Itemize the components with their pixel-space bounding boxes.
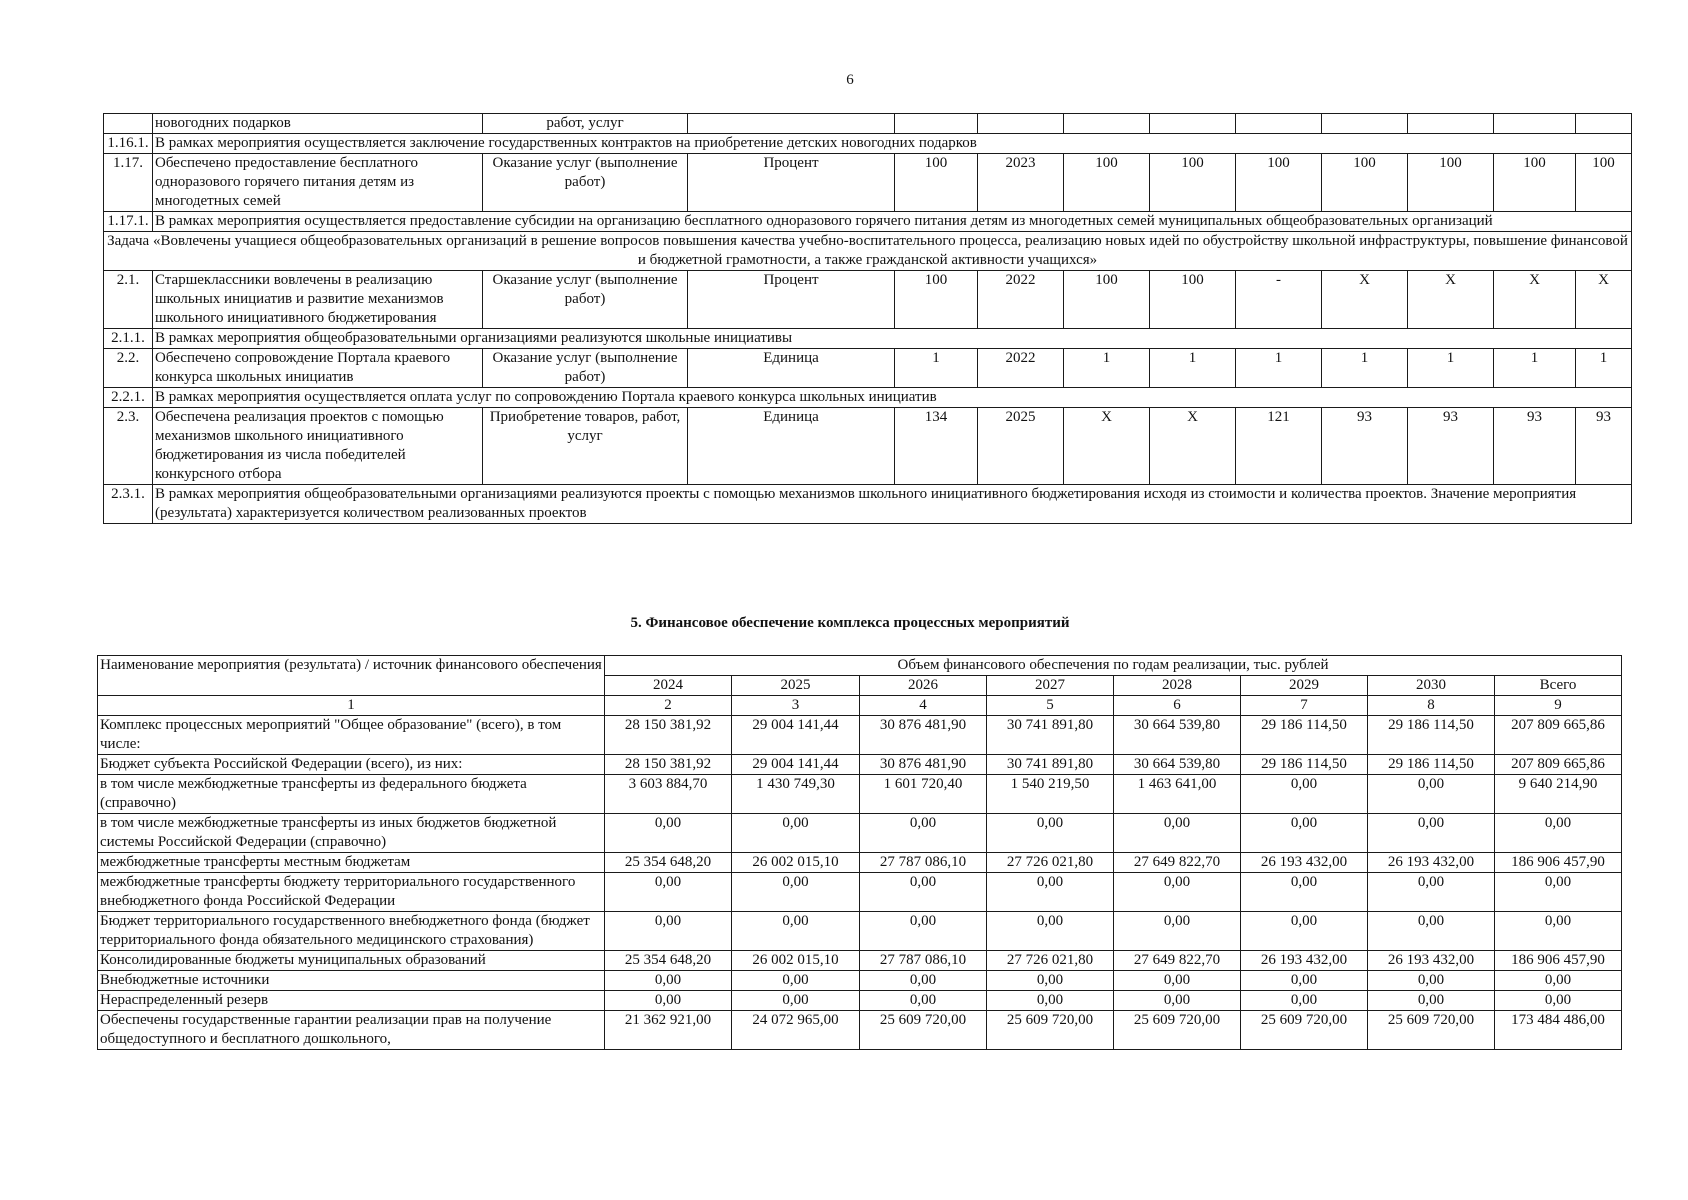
finance-value: 26 002 015,10 xyxy=(732,853,860,873)
item-base-value: 100 xyxy=(895,271,978,329)
item-unit: Единица xyxy=(688,349,895,388)
finance-value: 0,00 xyxy=(987,991,1114,1011)
finance-row-name: Нераспределенный резерв xyxy=(98,991,605,1011)
item-unit xyxy=(688,114,895,134)
note-number: 1.17.1. xyxy=(104,212,153,232)
item-year-value: X xyxy=(1150,408,1236,485)
finance-value: 0,00 xyxy=(1368,912,1495,951)
item-name: Старшеклассники вовлечены в реализацию школьных инициатив и развитие механизмов школьного инициативного бюджетирования xyxy=(153,271,483,329)
finance-row-name: Обеспечены государственные гарантии реализации прав на получение общедоступного и бесплатного дошкольного, xyxy=(98,1011,605,1050)
item-base-value: 100 xyxy=(895,154,978,212)
item-number: 2.1. xyxy=(104,271,153,329)
finance-value: 0,00 xyxy=(987,971,1114,991)
item-year-value: 1 xyxy=(1322,349,1408,388)
year-header: 2025 xyxy=(732,676,860,696)
finance-value: 0,00 xyxy=(1114,991,1241,1011)
finance-value: 0,00 xyxy=(732,991,860,1011)
finance-value: 0,00 xyxy=(987,912,1114,951)
item-year-value: 100 xyxy=(1408,154,1494,212)
results-note-row xyxy=(104,388,1632,408)
item-year-value: 1 xyxy=(1150,349,1236,388)
finance-value: 30 741 891,80 xyxy=(987,716,1114,755)
column-number: 1 xyxy=(98,696,605,716)
results-item-row xyxy=(104,114,1632,134)
finance-row xyxy=(98,971,1622,991)
finance-value: 0,00 xyxy=(1495,814,1622,853)
finance-value: 0,00 xyxy=(1495,991,1622,1011)
finance-value: 25 609 720,00 xyxy=(860,1011,987,1050)
item-year-value: 93 xyxy=(1408,408,1494,485)
item-year-value: X xyxy=(1408,271,1494,329)
finance-value: 29 186 114,50 xyxy=(1241,716,1368,755)
finance-colnum-row xyxy=(98,696,1622,716)
column-number: 4 xyxy=(860,696,987,716)
note-text: В рамках мероприятия общеобразовательными организациями реализуются проекты с помощью механизмов школьного инициативного бюджетирования исходя из стоимости и количества проектов. Значение мероприятия (результата) характеризуется количеством реализованных проектов xyxy=(153,485,1632,524)
item-number xyxy=(104,114,153,134)
note-number: 1.16.1. xyxy=(104,134,153,154)
year-header: Всего xyxy=(1495,676,1622,696)
task-text: Задача «Вовлечены учащиеся общеобразовательных организаций в решение вопросов повышения качества учебно-воспитательного процесса, реализацию новых идей по обустройству школьной инфраструктуры, повышение финансовой и бюджетной грамотности, а также гражданской активности учащихся» xyxy=(104,232,1632,271)
finance-value: 0,00 xyxy=(860,991,987,1011)
item-year-value xyxy=(1064,114,1150,134)
results-note-row xyxy=(104,485,1632,524)
finance-value: 24 072 965,00 xyxy=(732,1011,860,1050)
item-base-value xyxy=(895,114,978,134)
finance-row-name: межбюджетные трансферты местным бюджетам xyxy=(98,853,605,873)
item-year-value: X xyxy=(1576,271,1632,329)
finance-value: 0,00 xyxy=(1114,971,1241,991)
item-year-value: 93 xyxy=(1322,408,1408,485)
item-base-year xyxy=(978,114,1064,134)
results-table xyxy=(103,113,1632,524)
finance-value: 0,00 xyxy=(605,873,732,912)
column-number: 8 xyxy=(1368,696,1495,716)
finance-value: 30 664 539,80 xyxy=(1114,716,1241,755)
item-year-value: 121 xyxy=(1236,408,1322,485)
item-year-value: X xyxy=(1064,408,1150,485)
item-year-value: 93 xyxy=(1494,408,1576,485)
column-number: 7 xyxy=(1241,696,1368,716)
item-year-value: 93 xyxy=(1576,408,1632,485)
finance-value: 9 640 214,90 xyxy=(1495,775,1622,814)
finance-value: 29 004 141,44 xyxy=(732,716,860,755)
finance-row xyxy=(98,775,1622,814)
finance-value: 27 726 021,80 xyxy=(987,951,1114,971)
finance-row-name: межбюджетные трансферты бюджету территориального государственного внебюджетного фонда Российской Федерации xyxy=(98,873,605,912)
finance-value: 26 193 432,00 xyxy=(1368,853,1495,873)
finance-value: 30 876 481,90 xyxy=(860,716,987,755)
column-number: 5 xyxy=(987,696,1114,716)
finance-value: 26 193 432,00 xyxy=(1368,951,1495,971)
year-header: 2030 xyxy=(1368,676,1495,696)
item-year-value: 100 xyxy=(1064,271,1150,329)
finance-value: 0,00 xyxy=(1495,873,1622,912)
item-unit: Единица xyxy=(688,408,895,485)
finance-value: 26 002 015,10 xyxy=(732,951,860,971)
note-number: 2.2.1. xyxy=(104,388,153,408)
finance-value: 27 787 086,10 xyxy=(860,951,987,971)
item-year-value xyxy=(1236,114,1322,134)
finance-value: 0,00 xyxy=(732,873,860,912)
finance-row-name: Консолидированные бюджеты муниципальных образований xyxy=(98,951,605,971)
finance-value: 25 609 720,00 xyxy=(987,1011,1114,1050)
year-header: 2024 xyxy=(605,676,732,696)
note-number: 2.3.1. xyxy=(104,485,153,524)
item-unit: Процент xyxy=(688,271,895,329)
finance-value: 27 649 822,70 xyxy=(1114,951,1241,971)
results-item-row xyxy=(104,271,1632,329)
results-note-row xyxy=(104,134,1632,154)
results-item-row xyxy=(104,154,1632,212)
item-year-value: 1 xyxy=(1064,349,1150,388)
finance-value: 0,00 xyxy=(1241,991,1368,1011)
finance-value: 29 186 114,50 xyxy=(1368,755,1495,775)
finance-value: 0,00 xyxy=(1368,971,1495,991)
year-header: 2026 xyxy=(860,676,987,696)
results-note-row xyxy=(104,212,1632,232)
item-year-value: 100 xyxy=(1150,271,1236,329)
finance-value: 1 430 749,30 xyxy=(732,775,860,814)
finance-value: 1 601 720,40 xyxy=(860,775,987,814)
finance-row xyxy=(98,853,1622,873)
item-year-value: X xyxy=(1322,271,1408,329)
finance-value: 0,00 xyxy=(1114,873,1241,912)
finance-row xyxy=(98,814,1622,853)
finance-value: 0,00 xyxy=(1241,814,1368,853)
results-item-row xyxy=(104,349,1632,388)
finance-value: 0,00 xyxy=(1495,971,1622,991)
finance-value: 27 726 021,80 xyxy=(987,853,1114,873)
item-year-value xyxy=(1408,114,1494,134)
finance-value: 0,00 xyxy=(860,912,987,951)
section-title: 5. Финансовое обеспечение комплекса процессных мероприятий xyxy=(630,615,1070,631)
finance-value: 0,00 xyxy=(860,873,987,912)
finance-value: 186 906 457,90 xyxy=(1495,951,1622,971)
finance-row-name: Комплекс процессных мероприятий "Общее образование" (всего), в том числе: xyxy=(98,716,605,755)
finance-value: 25 354 648,20 xyxy=(605,951,732,971)
finance-value: 0,00 xyxy=(605,814,732,853)
column-number: 3 xyxy=(732,696,860,716)
item-kind: Приобретение товаров, работ, услуг xyxy=(483,408,688,485)
finance-value: 25 609 720,00 xyxy=(1241,1011,1368,1050)
year-header: 2028 xyxy=(1114,676,1241,696)
finance-value: 30 876 481,90 xyxy=(860,755,987,775)
note-text: В рамках мероприятия осуществляется предоставление субсидии на организацию бесплатного одноразового горячего питания детям из многодетных семей муниципальных общеобразовательных организаций xyxy=(153,212,1632,232)
finance-value: 29 004 141,44 xyxy=(732,755,860,775)
item-name: Обеспечено сопровождение Портала краевого конкурса школьных инициатив xyxy=(153,349,483,388)
item-number: 2.2. xyxy=(104,349,153,388)
finance-row-name: Бюджет территориального государственного внебюджетного фонда (бюджет территориального фонда обязательного медицинского страхования) xyxy=(98,912,605,951)
note-text: В рамках мероприятия осуществляется заключение государственных контрактов на приобретение детских новогодних подарков xyxy=(153,134,1632,154)
item-base-value: 1 xyxy=(895,349,978,388)
item-base-year: 2023 xyxy=(978,154,1064,212)
finance-value: 25 609 720,00 xyxy=(1114,1011,1241,1050)
finance-value: 21 362 921,00 xyxy=(605,1011,732,1050)
column-number: 9 xyxy=(1495,696,1622,716)
finance-header-row xyxy=(98,656,1622,676)
year-header: 2027 xyxy=(987,676,1114,696)
finance-value: 1 463 641,00 xyxy=(1114,775,1241,814)
item-year-value: 100 xyxy=(1064,154,1150,212)
item-kind: Оказание услуг (выполнение работ) xyxy=(483,349,688,388)
finance-row-name: Бюджет субъекта Российской Федерации (всего), из них: xyxy=(98,755,605,775)
item-year-value: 1 xyxy=(1494,349,1576,388)
year-header: 2029 xyxy=(1241,676,1368,696)
item-year-value xyxy=(1322,114,1408,134)
item-number: 1.17. xyxy=(104,154,153,212)
item-year-value xyxy=(1150,114,1236,134)
finance-value: 173 484 486,00 xyxy=(1495,1011,1622,1050)
column-number: 2 xyxy=(605,696,732,716)
results-note-row xyxy=(104,329,1632,349)
item-number: 2.3. xyxy=(104,408,153,485)
finance-value: 207 809 665,86 xyxy=(1495,755,1622,775)
finance-value: 27 787 086,10 xyxy=(860,853,987,873)
finance-row xyxy=(98,991,1622,1011)
item-base-year: 2022 xyxy=(978,349,1064,388)
item-base-year: 2025 xyxy=(978,408,1064,485)
results-task-row xyxy=(104,232,1632,271)
finance-value: 0,00 xyxy=(1368,814,1495,853)
item-year-value: 100 xyxy=(1576,154,1632,212)
finance-value: 0,00 xyxy=(860,971,987,991)
finance-row xyxy=(98,873,1622,912)
note-text: В рамках мероприятия общеобразовательными организациями реализуются школьные инициативы xyxy=(153,329,1632,349)
column-number: 6 xyxy=(1114,696,1241,716)
finance-value: 30 741 891,80 xyxy=(987,755,1114,775)
finance-value: 0,00 xyxy=(1114,912,1241,951)
finance-row xyxy=(98,1011,1622,1050)
finance-value: 26 193 432,00 xyxy=(1241,951,1368,971)
finance-value: 25 354 648,20 xyxy=(605,853,732,873)
finance-value: 0,00 xyxy=(605,971,732,991)
finance-value: 186 906 457,90 xyxy=(1495,853,1622,873)
finance-value: 207 809 665,86 xyxy=(1495,716,1622,755)
item-name: Обеспечена реализация проектов с помощью механизмов школьного инициативного бюджетирования из числа победителей конкурсного отбора xyxy=(153,408,483,485)
finance-row-name: Внебюджетные источники xyxy=(98,971,605,991)
finance-value: 28 150 381,92 xyxy=(605,755,732,775)
finance-row-name: в том числе межбюджетные трансферты из федерального бюджета (справочно) xyxy=(98,775,605,814)
page-number: 6 xyxy=(846,72,854,88)
item-unit: Процент xyxy=(688,154,895,212)
finance-value: 0,00 xyxy=(860,814,987,853)
finance-header-name: Наименование мероприятия (результата) / источник финансового обеспечения xyxy=(98,656,605,696)
finance-value: 0,00 xyxy=(732,814,860,853)
item-name: новогодних подарков xyxy=(153,114,483,134)
note-text: В рамках мероприятия осуществляется оплата услуг по сопровождению Портала краевого конкурса школьных инициатив xyxy=(153,388,1632,408)
finance-value: 0,00 xyxy=(1368,873,1495,912)
finance-header-group: Объем финансового обеспечения по годам реализации, тыс. рублей xyxy=(605,656,1622,676)
item-name: Обеспечено предоставление бесплатного одноразового горячего питания детям из многодетных семей xyxy=(153,154,483,212)
item-year-value xyxy=(1494,114,1576,134)
finance-value: 0,00 xyxy=(1241,873,1368,912)
item-year-value: - xyxy=(1236,271,1322,329)
finance-value: 0,00 xyxy=(1368,991,1495,1011)
finance-value: 0,00 xyxy=(605,912,732,951)
item-year-value: 1 xyxy=(1236,349,1322,388)
results-item-row xyxy=(104,408,1632,485)
finance-value: 29 186 114,50 xyxy=(1241,755,1368,775)
finance-value: 0,00 xyxy=(732,912,860,951)
finance-value: 0,00 xyxy=(1368,775,1495,814)
finance-value: 1 540 219,50 xyxy=(987,775,1114,814)
item-year-value: 1 xyxy=(1576,349,1632,388)
finance-row-name: в том числе межбюджетные трансферты из иных бюджетов бюджетной системы Российской Федерации (справочно) xyxy=(98,814,605,853)
finance-table xyxy=(97,655,1622,1050)
finance-row xyxy=(98,912,1622,951)
item-kind: Оказание услуг (выполнение работ) xyxy=(483,271,688,329)
finance-value: 0,00 xyxy=(1241,912,1368,951)
finance-row xyxy=(98,951,1622,971)
finance-value: 0,00 xyxy=(1114,814,1241,853)
finance-value: 3 603 884,70 xyxy=(605,775,732,814)
finance-value: 27 649 822,70 xyxy=(1114,853,1241,873)
finance-value: 0,00 xyxy=(1495,912,1622,951)
item-year-value: 1 xyxy=(1408,349,1494,388)
note-number: 2.1.1. xyxy=(104,329,153,349)
item-base-value: 134 xyxy=(895,408,978,485)
finance-value: 30 664 539,80 xyxy=(1114,755,1241,775)
finance-row xyxy=(98,716,1622,755)
item-year-value xyxy=(1576,114,1632,134)
item-kind: работ, услуг xyxy=(483,114,688,134)
finance-row xyxy=(98,755,1622,775)
item-year-value: 100 xyxy=(1322,154,1408,212)
finance-value: 29 186 114,50 xyxy=(1368,716,1495,755)
item-year-value: 100 xyxy=(1236,154,1322,212)
item-kind: Оказание услуг (выполнение работ) xyxy=(483,154,688,212)
item-year-value: 100 xyxy=(1150,154,1236,212)
finance-value: 0,00 xyxy=(1241,775,1368,814)
finance-value: 28 150 381,92 xyxy=(605,716,732,755)
finance-value: 0,00 xyxy=(1241,971,1368,991)
item-year-value: X xyxy=(1494,271,1576,329)
finance-value: 0,00 xyxy=(987,873,1114,912)
finance-value: 0,00 xyxy=(732,971,860,991)
item-base-year: 2022 xyxy=(978,271,1064,329)
finance-value: 26 193 432,00 xyxy=(1241,853,1368,873)
finance-value: 25 609 720,00 xyxy=(1368,1011,1495,1050)
finance-value: 0,00 xyxy=(987,814,1114,853)
item-year-value: 100 xyxy=(1494,154,1576,212)
finance-value: 0,00 xyxy=(605,991,732,1011)
